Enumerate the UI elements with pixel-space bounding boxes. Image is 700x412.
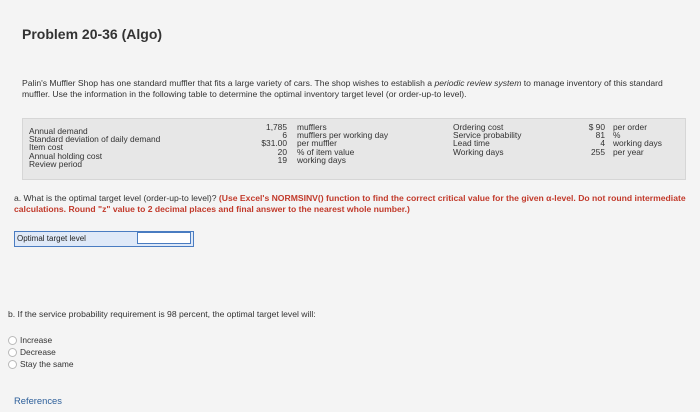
value-working-days: 255 <box>591 146 605 157</box>
option-label: Stay the same <box>20 359 74 369</box>
radio-button[interactable] <box>8 348 17 357</box>
option-increase[interactable] <box>8 334 74 346</box>
question-a-hint: (Use Excel's NORMSINV() function to find the correct critical value for the given α-level. Do not round intermediate calculations. Round "z" value to 2 decimal places and final answer to the nearest whole number.) <box>14 193 686 214</box>
left-units-column <box>297 123 388 164</box>
unit-service-probability: % <box>613 130 621 141</box>
optimal-target-level-input[interactable] <box>137 232 191 244</box>
intro-text-part1: Palin's Muffler Shop has one standard muffler that fits a large variety of cars. The shop wishes to establish a <box>22 78 435 88</box>
question-a <box>14 193 686 215</box>
value-holding-cost: 20 <box>277 146 287 157</box>
option-label: Increase <box>20 335 53 345</box>
right-units-column <box>613 123 662 156</box>
value-service-probability: 81 <box>595 130 605 141</box>
left-values-column <box>245 123 287 164</box>
label-review-period: Review period <box>29 158 83 169</box>
label-service-probability: Service probability <box>453 130 522 141</box>
data-table <box>22 118 686 180</box>
question-b: b. If the service probability requirement is 98 percent, the optimal target level will: <box>8 309 316 319</box>
intro-emphasis: periodic review system <box>434 78 522 88</box>
unit-working-days: per year <box>613 146 644 157</box>
intro-text-part2: to manage inventory of this standard muffler. Use the information in the following table to determine the optimal inventory target level (or order-up-to level). <box>22 78 663 99</box>
label-annual-demand: Annual demand <box>29 126 88 136</box>
value-lead-time: 4 <box>600 138 605 149</box>
value-item-cost: $31.00 <box>261 138 287 149</box>
label-lead-time: Lead time <box>453 138 490 149</box>
answer-options <box>8 334 74 370</box>
label-holding-cost: Annual holding cost <box>29 150 103 161</box>
unit-holding-cost: % of item value <box>297 146 355 157</box>
unit-std-dev: mufflers per working day <box>297 130 389 141</box>
right-values-column <box>583 123 605 156</box>
option-decrease[interactable] <box>8 346 74 358</box>
label-std-dev: Standard deviation of daily demand <box>29 134 161 145</box>
value-review-period: 19 <box>277 154 287 165</box>
value-annual-demand: 1,785 <box>266 122 287 132</box>
value-ordering-cost: $ 90 <box>588 122 605 132</box>
option-stay-the-same[interactable] <box>8 358 74 370</box>
radio-button[interactable] <box>8 360 17 369</box>
unit-item-cost: per muffler <box>297 138 337 149</box>
label-ordering-cost: Ordering cost <box>453 122 504 132</box>
label-working-days: Working days <box>453 146 504 157</box>
label-item-cost: Item cost <box>29 142 63 153</box>
problem-title: Problem 20-36 (Algo) <box>22 26 163 42</box>
radio-button[interactable] <box>8 336 17 345</box>
right-labels-column <box>453 123 521 156</box>
unit-annual-demand: mufflers <box>297 122 327 132</box>
unit-lead-time: working days <box>613 138 662 149</box>
references-link[interactable]: References <box>14 395 62 406</box>
unit-review-period: working days <box>297 154 346 165</box>
left-labels-column <box>29 127 160 168</box>
question-a-text: a. What is the optimal target level (order-up-to level)? <box>14 193 219 203</box>
problem-intro <box>22 78 682 100</box>
value-std-dev: 6 <box>282 130 287 141</box>
option-label: Decrease <box>20 347 56 357</box>
answer-row <box>14 231 194 247</box>
answer-label: Optimal target level <box>17 234 86 243</box>
unit-ordering-cost: per order <box>613 122 647 132</box>
